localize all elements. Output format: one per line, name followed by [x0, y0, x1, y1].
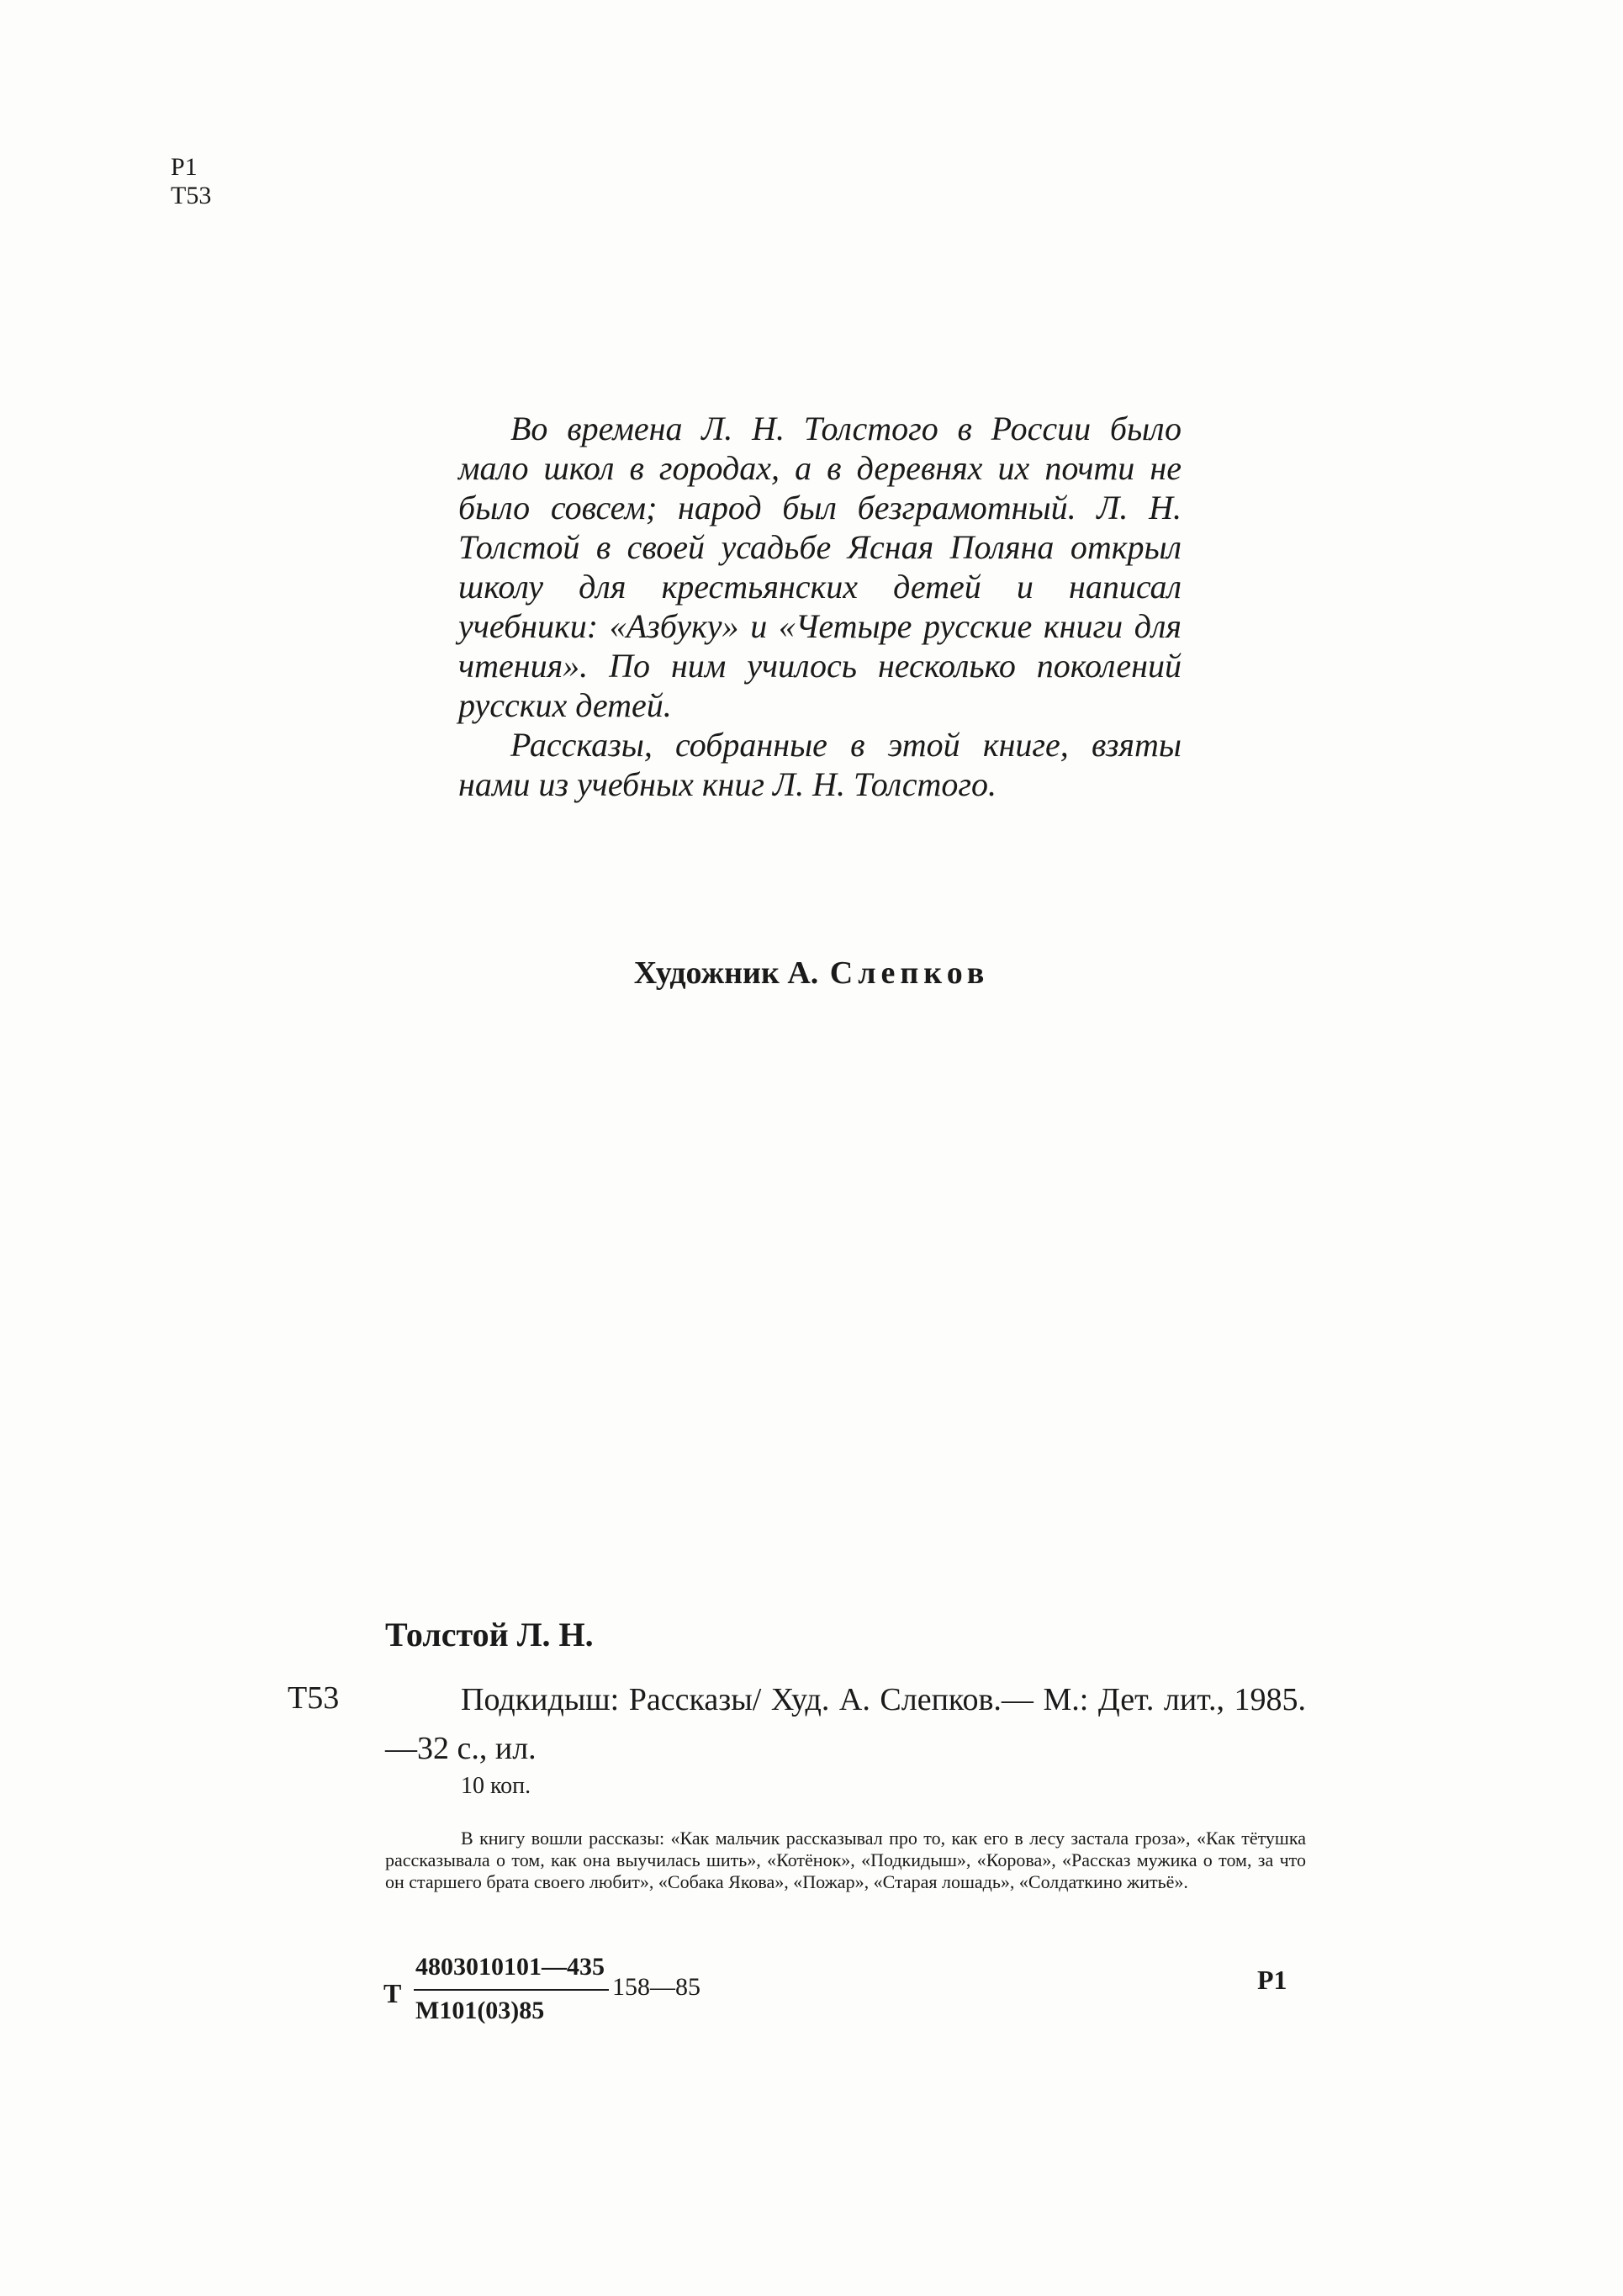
index-numerator: 4803010101—435	[415, 1953, 605, 1981]
catalog-code: Т53	[288, 1680, 340, 1716]
illustrator-credit	[0, 955, 1623, 992]
catalog-right-code: Р1	[1257, 1965, 1287, 1995]
foreword-paragraph-1: Во времена Л. Н. Толстого в России было мало школ в городах, а в деревнях их почти не было совсем; народ был безграмотный. Л. Н. Толстой в своей усадьбе Ясная Поляна открыл школу для крестьянских детей и написал учебники: «Азбуку» и «Четыре русские книги для чтения». По ним училось несколько поколений русских детей.	[458, 410, 1182, 724]
catalog-annotation-text: В книгу вошли рассказы: «Как мальчик рассказывал про то, как его в лесу застала гроза», «Как тётушка рассказывала о том, как она выучилась шить», «Котёнок», «Подкидыш», «Корова», «Рассказ мужика о том, за что он старшего брата своего любит», «Собака Якова», «Пожар», «Старая лошадь», «Солдаткино житьё».	[385, 1828, 1306, 1892]
illustrator-label: Художник А.	[633, 955, 819, 991]
fraction-bar	[414, 1989, 609, 1991]
corner-classification-code	[171, 153, 211, 210]
catalog-description-text: Подкидыш: Рассказы/ Худ. А. Слепков.— М.: Дет. лит., 1985.—32 с., ил.	[385, 1682, 1306, 1766]
catalog-description	[385, 1675, 1306, 1773]
index-suffix: 158—85	[612, 1973, 700, 2001]
foreword-paragraph-2: Рассказы, собранные в этой книге, взяты нами из учебных книг Л. Н. Толстого.	[458, 726, 1182, 803]
catalog-price: 10 коп.	[461, 1773, 531, 1799]
corner-code-line-2: Т53	[171, 182, 212, 209]
corner-code-line-1: Р1	[171, 153, 198, 181]
index-letter: Т	[383, 1978, 402, 2008]
catalog-annotation	[385, 1828, 1306, 1893]
catalog-author: Толстой Л. Н.	[385, 1616, 594, 1653]
illustrator-name: Слепков	[829, 955, 990, 991]
catalog-index-fraction	[383, 1953, 804, 2029]
index-denominator: М101(03)85	[415, 1997, 545, 2024]
foreword	[458, 409, 1182, 804]
